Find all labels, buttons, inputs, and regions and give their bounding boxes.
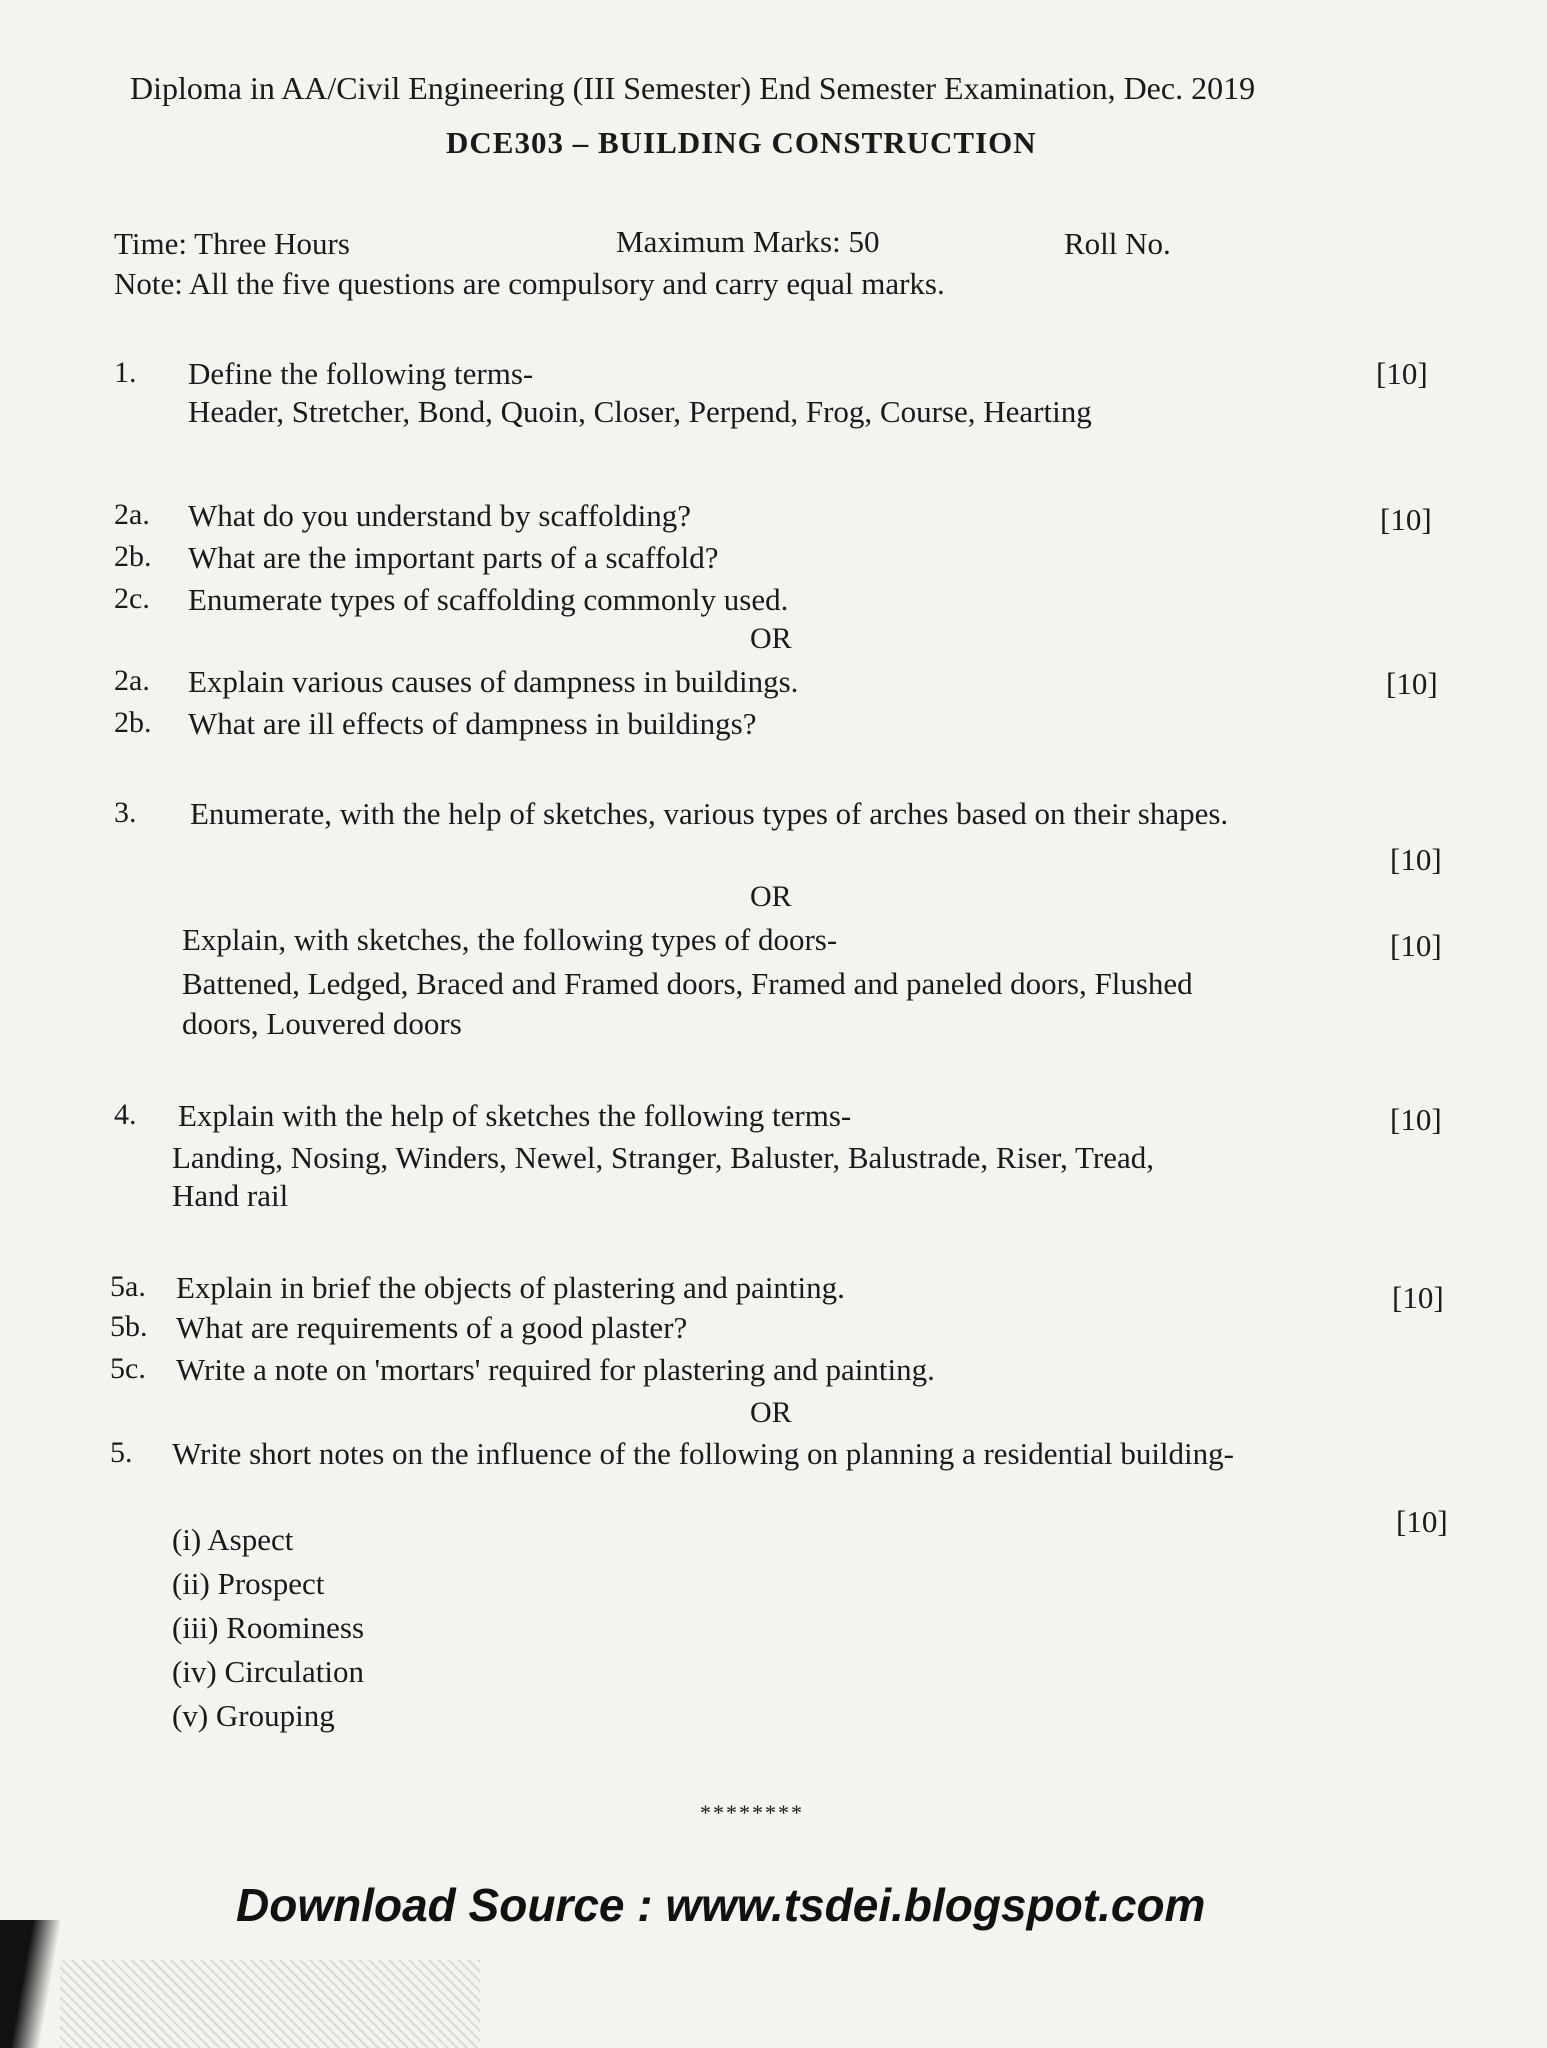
q2a-marks: [10] bbox=[1380, 502, 1432, 537]
scan-smudge bbox=[0, 1920, 60, 2048]
q5-item-grouping: (v) Grouping bbox=[172, 1698, 335, 1733]
q1-text: Define the following terms- bbox=[188, 356, 534, 391]
q2-alt-a-number: 2a. bbox=[114, 664, 150, 697]
q3-text: Enumerate, with the help of sketches, various types of arches based on their shapes. bbox=[190, 796, 1229, 831]
instructions-note: Note: All the five questions are compulsory and carry equal marks. bbox=[114, 266, 945, 301]
q2c-text: Enumerate types of scaffolding commonly used. bbox=[188, 582, 789, 617]
q2a-number: 2a. bbox=[114, 498, 150, 531]
q5a-number: 5a. bbox=[110, 1270, 146, 1303]
roll-no-label: Roll No. bbox=[1064, 226, 1171, 261]
exam-header-line: Diploma in AA/Civil Engineering (III Semester) End Semester Examination, Dec. 2019 bbox=[130, 70, 1256, 106]
q3-alt-terms-line1: Battened, Ledged, Braced and Framed doors, Framed and paneled doors, Flushed bbox=[182, 966, 1193, 1001]
q5-alt-marks: [10] bbox=[1396, 1504, 1448, 1539]
q4-marks: [10] bbox=[1390, 1102, 1442, 1137]
q5a-text: Explain in brief the objects of plastering and painting. bbox=[176, 1270, 845, 1305]
q3-marks: [10] bbox=[1390, 842, 1442, 877]
q3-or: OR bbox=[750, 880, 792, 913]
q5b-number: 5b. bbox=[110, 1310, 148, 1343]
q3-alt-marks: [10] bbox=[1390, 928, 1442, 963]
q5-item-prospect: (ii) Prospect bbox=[172, 1566, 325, 1601]
scan-noise bbox=[60, 1960, 480, 2048]
q1-number: 1. bbox=[114, 356, 137, 389]
time-label: Time: Three Hours bbox=[114, 226, 350, 261]
q5-alt-number: 5. bbox=[110, 1436, 133, 1469]
q4-terms-line1: Landing, Nosing, Winders, Newel, Stranger, Baluster, Balustrade, Riser, Tread, bbox=[172, 1140, 1154, 1175]
q5-item-roominess: (iii) Roominess bbox=[172, 1610, 365, 1645]
q2a-text: What do you understand by scaffolding? bbox=[188, 498, 692, 533]
q4-text: Explain with the help of sketches the following terms- bbox=[178, 1098, 852, 1133]
q4-number: 4. bbox=[114, 1098, 137, 1131]
q5b-text: What are requirements of a good plaster? bbox=[176, 1310, 688, 1345]
q3-alt-terms-line2: doors, Louvered doors bbox=[182, 1006, 462, 1041]
course-title: DCE303 – BUILDING CONSTRUCTION bbox=[446, 125, 1037, 160]
q1-terms: Header, Stretcher, Bond, Quoin, Closer, Perpend, Frog, Course, Hearting bbox=[188, 394, 1092, 429]
q5c-text: Write a note on 'mortars' required for plastering and painting. bbox=[176, 1352, 935, 1387]
q1-marks: [10] bbox=[1376, 356, 1428, 391]
q3-number: 3. bbox=[114, 796, 137, 829]
end-of-paper-marker: ******** bbox=[700, 1800, 804, 1825]
q5-alt-text: Write short notes on the influence of the following on planning a residential building- bbox=[172, 1436, 1234, 1471]
q2-alt-b-number: 2b. bbox=[114, 706, 152, 739]
q4-terms-line2: Hand rail bbox=[172, 1178, 289, 1213]
q2c-number: 2c. bbox=[114, 582, 150, 615]
q2-or: OR bbox=[750, 622, 792, 655]
download-source-footer: Download Source : www.tsdei.blogspot.com bbox=[236, 1879, 1206, 1931]
q2b-number: 2b. bbox=[114, 540, 152, 573]
q5a-marks: [10] bbox=[1392, 1280, 1444, 1315]
q5-item-aspect: (i) Aspect bbox=[172, 1522, 294, 1557]
q5-or: OR bbox=[750, 1396, 792, 1429]
max-marks-label: Maximum Marks: 50 bbox=[616, 224, 880, 259]
q5c-number: 5c. bbox=[110, 1352, 146, 1385]
q2-alt-b-text: What are ill effects of dampness in buildings? bbox=[188, 706, 757, 741]
q2b-text: What are the important parts of a scaffold? bbox=[188, 540, 719, 575]
q5-item-circulation: (iv) Circulation bbox=[172, 1654, 364, 1689]
q3-alt-text: Explain, with sketches, the following types of doors- bbox=[182, 922, 838, 957]
q2-alt-a-text: Explain various causes of dampness in buildings. bbox=[188, 664, 799, 699]
q2-alt-a-marks: [10] bbox=[1386, 666, 1438, 701]
